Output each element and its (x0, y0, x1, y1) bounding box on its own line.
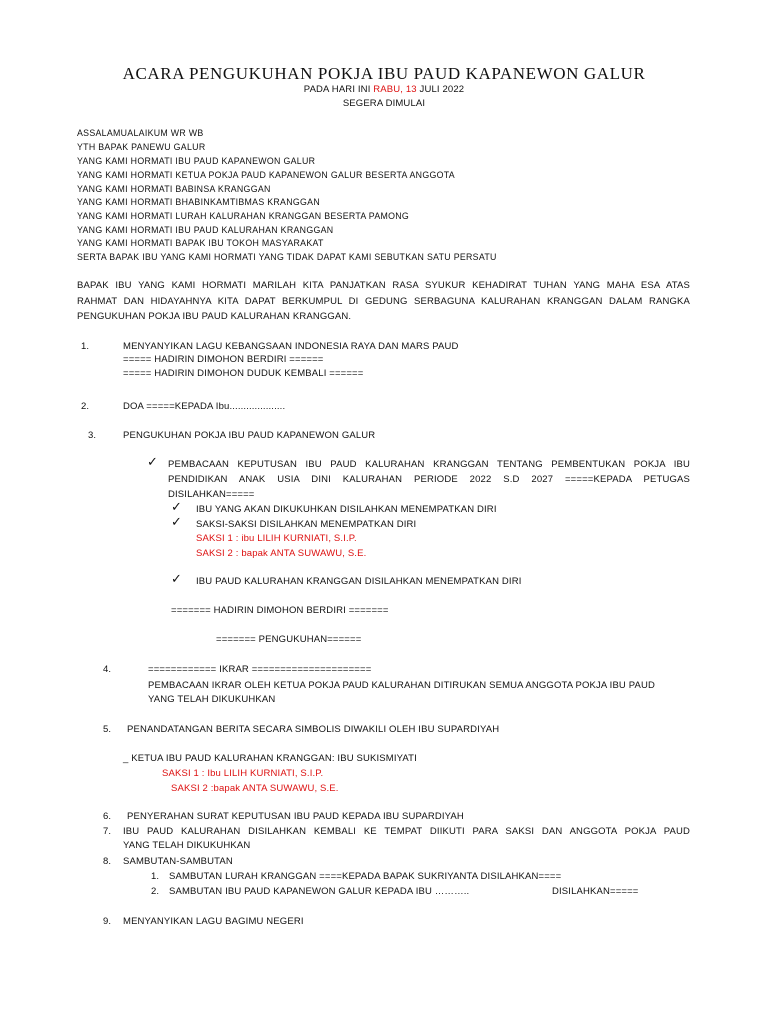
item-paragraph: YANG TELAH DIKUKUHKAN (148, 694, 276, 705)
item-paragraph: IBU PAUD KALURAHAN DISILAHKAN KEMBALI KE TEMPAT DIIKUTI PARA SAKSI DAN ANGGOTA POKJA PAUD (123, 826, 690, 837)
item-text: PENANDATANGAN BERITA SECARA SIMBOLIS DIWAKILI OLEH IBU SUPARDIYAH (127, 724, 500, 735)
item-text: SAMBUTAN-SAMBUTAN (123, 856, 233, 867)
page-title: ACARA PENGUKUHAN POKJA IBU PAUD KAPANEWON GALUR (122, 64, 646, 83)
item-subline: ===== HADIRIN DIMOHON BERDIRI ====== (123, 354, 324, 365)
item-number: 2. (81, 401, 90, 412)
checkmark-icon: ✓ (147, 455, 158, 470)
item-paragraph: PENDIDIKAN ANAK USIA DINI KALURAHAN PERIODE 2022 S.D 2027 =====KEPADA PETUGAS (168, 474, 690, 485)
item-text: PENYERAHAN SURAT KEPUTUSAN IBU PAUD KEPADA IBU SUPARDIYAH (127, 811, 464, 822)
greeting-line: YANG KAMI HORMATI IBU PAUD KAPANEWON GALUR (77, 156, 316, 166)
sub-item-number: 1. (151, 871, 160, 882)
date-line (0, 84, 768, 96)
witness-2: SAKSI 2 :bapak ANTA SUWAWU, S.E. (171, 783, 339, 794)
greeting-line: YANG KAMI HORMATI BHABINKAMTIBMAS KRANGGAN (77, 197, 320, 207)
item-number: 5. (103, 724, 112, 735)
item-number: 6. (103, 811, 112, 822)
witness-1: SAKSI 1 : ibu LILIH KURNIATI, S.I.P. (196, 533, 357, 544)
sub-item-number: 2. (151, 886, 160, 897)
checklist-text: IBU PAUD KALURAHAN KRANGGAN DISILAHKAN MENEMPATKAN DIRI (196, 576, 522, 587)
greeting-line: YANG KAMI HORMATI IBU PAUD KALURAHAN KRANGGAN (77, 225, 334, 235)
item-number: 4. (103, 664, 112, 675)
item-text: DOA =====KEPADA Ibu.................... (123, 401, 286, 412)
checklist-text: IBU YANG AKAN DIKUKUHKAN DISILAHKAN MENEMPATKAN DIRI (196, 504, 497, 515)
greeting-line: ASSALAMUALAIKUM WR WB (77, 128, 204, 138)
checklist-text: SAKSI-SAKSI DISILAHKAN MENEMPATKAN DIRI (196, 519, 417, 530)
item-text: PENGUKUHAN POKJA IBU PAUD KAPANEWON GALUR (123, 430, 376, 441)
greeting-line: YANG KAMI HORMATI LURAH KALURAHAN KRANGGAN BESERTA PAMONG (77, 211, 410, 221)
item-paragraph: PEMBACAAN IKRAR OLEH KETUA POKJA PAUD KALURAHAN DITIRUKAN SEMUA ANGGOTA POKJA IBU PAUD (148, 680, 656, 691)
item-text: MENYANYIKAN LAGU BAGIMU NEGERI (123, 916, 304, 927)
item-number: 1. (81, 341, 90, 352)
item-subline: ======= HADIRIN DIMOHON BERDIRI ======= (171, 605, 389, 616)
checkmark-icon: ✓ (171, 572, 182, 587)
sub-item-text-end: DISILAHKAN===== (552, 886, 639, 897)
item-number: 3. (88, 430, 97, 441)
greeting-line: SERTA BAPAK IBU YANG KAMI HORMATI YANG TIDAK DAPAT KAMI SEBUTKAN SATU PERSATU (77, 252, 497, 262)
greeting-line: YANG KAMI HORMATI BAPAK IBU TOKOH MASYARAKAT (77, 238, 324, 248)
item-text: MENYANYIKAN LAGU KEBANGSAAN INDONESIA RAYA DAN MARS PAUD (123, 341, 459, 352)
checkmark-icon: ✓ (171, 515, 182, 530)
item-number: 8. (103, 856, 112, 867)
subtitle: SEGERA DIMULAI (342, 98, 426, 109)
date-suffix: JULI 2022 (419, 84, 465, 95)
date-prefix: PADA HARI INI (303, 84, 371, 95)
item-paragraph: DISILAHKAN===== (168, 489, 255, 500)
item-number: 7. (103, 826, 112, 837)
witness-2: SAKSI 2 : bapak ANTA SUWAWU, S.E. (196, 548, 367, 559)
greeting-line: YANG KAMI HORMATI KETUA POKJA PAUD KAPANEWON GALUR BESERTA ANGGOTA (77, 170, 455, 180)
item-text: ============ IKRAR ===================== (148, 664, 372, 675)
item-number: 9. (103, 916, 112, 927)
checkmark-icon: ✓ (171, 500, 182, 515)
greeting-line: YTH BAPAK PANEWU GALUR (77, 142, 206, 152)
intro-line: RAHMAT DAN HIDAYAHNYA KITA DAPAT BERKUMPUL DI GEDUNG SERBAGUNA KALURAHAN KRANGGAN DALAM RANGKA (77, 296, 690, 307)
item-subline: ======= PENGUKUHAN====== (216, 634, 362, 645)
item-subline: ===== HADIRIN DIMOHON DUDUK KEMBALI ====== (123, 368, 364, 379)
witness-1: SAKSI 1 : Ibu LILIH KURNIATI, S.I.P. (162, 768, 324, 779)
item-paragraph: YANG TELAH DIKUKUHKAN (123, 840, 251, 851)
date-highlight: RABU, 13 (373, 84, 417, 95)
item-paragraph: PEMBACAAN KEPUTUSAN IBU PAUD KALURAHAN KRANGGAN TENTANG PEMBENTUKAN POKJA IBU (168, 459, 690, 470)
intro-line: BAPAK IBU YANG KAMI HORMATI MARILAH KITA PANJATKAN RASA SYUKUR KEHADIRAT TUHAN YANG MAHA ESA ATAS (77, 280, 690, 291)
item-subline: _ KETUA IBU PAUD KALURAHAN KRANGGAN: IBU SUKISMIYATI (123, 753, 417, 764)
sub-item-text: SAMBUTAN LURAH KRANGGAN ====KEPADA BAPAK SUKRIYANTA DISILAHKAN==== (169, 871, 562, 882)
greeting-line: YANG KAMI HORMATI BABINSA KRANGGAN (77, 184, 271, 194)
intro-line: PENGUKUHAN POKJA IBU PAUD KALURAHAN KRANGGAN. (77, 311, 352, 322)
sub-item-text: SAMBUTAN IBU PAUD KAPANEWON GALUR KEPADA IBU ……….. (169, 886, 470, 897)
